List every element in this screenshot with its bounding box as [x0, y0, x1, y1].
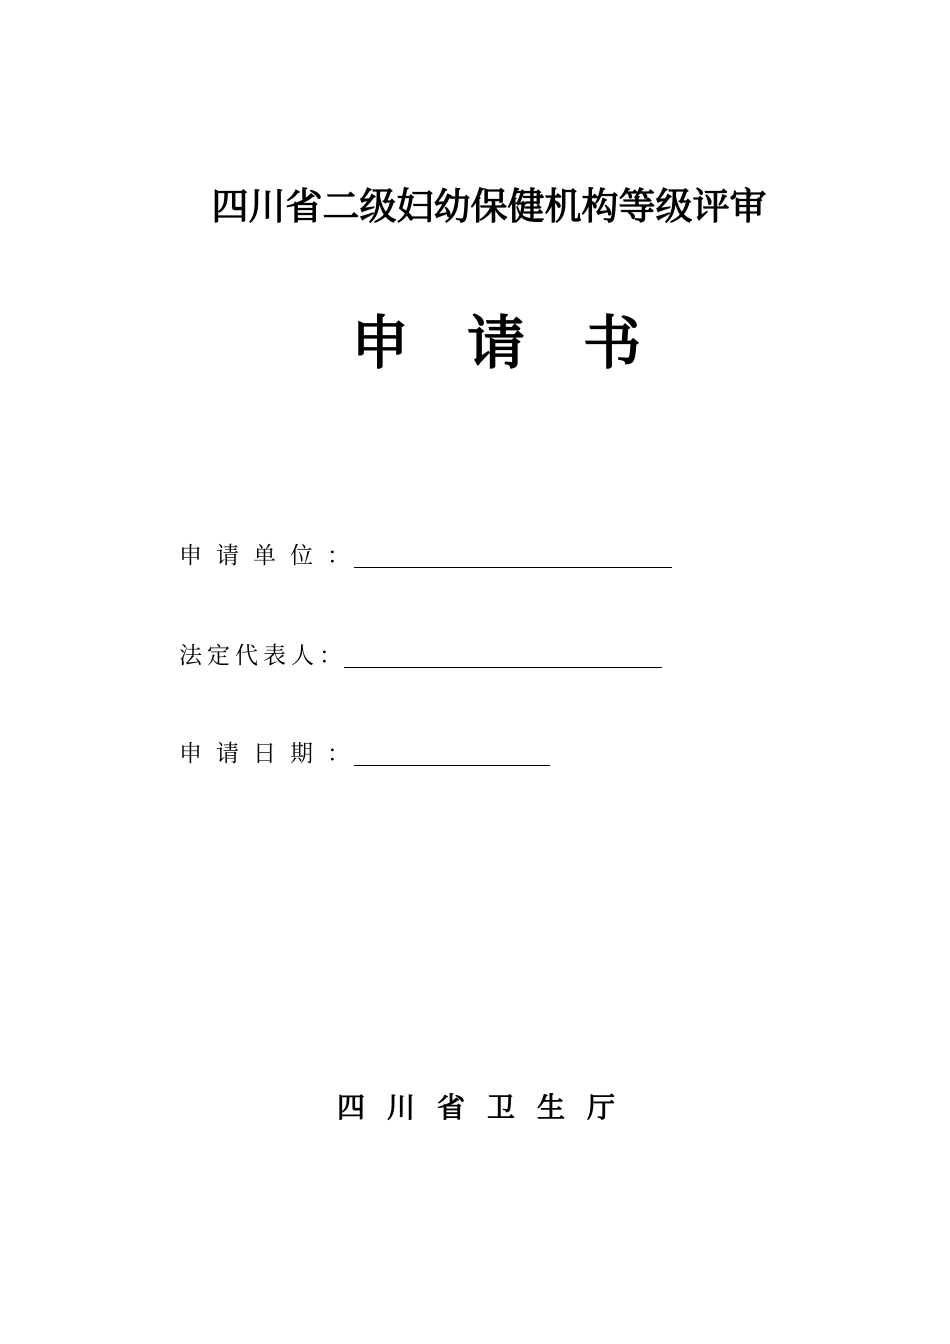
legal-representative-field	[179, 640, 662, 670]
applicant-unit-field	[179, 540, 672, 570]
application-date-label: 申请日期：	[179, 741, 364, 767]
applicant-unit-blank-line	[354, 543, 672, 568]
legal-representative-blank-line	[344, 643, 662, 668]
issuing-authority: 四川省卫生厅	[336, 1091, 637, 1124]
application-date-field	[179, 738, 550, 768]
application-date-blank-line	[354, 741, 550, 766]
document-title: 四川省二级妇幼保健机构等级评审	[211, 185, 767, 228]
document-subtitle: 申请书	[350, 309, 699, 377]
legal-representative-label: 法定代表人：	[179, 643, 347, 669]
applicant-unit-label: 申请单位：	[179, 543, 364, 569]
